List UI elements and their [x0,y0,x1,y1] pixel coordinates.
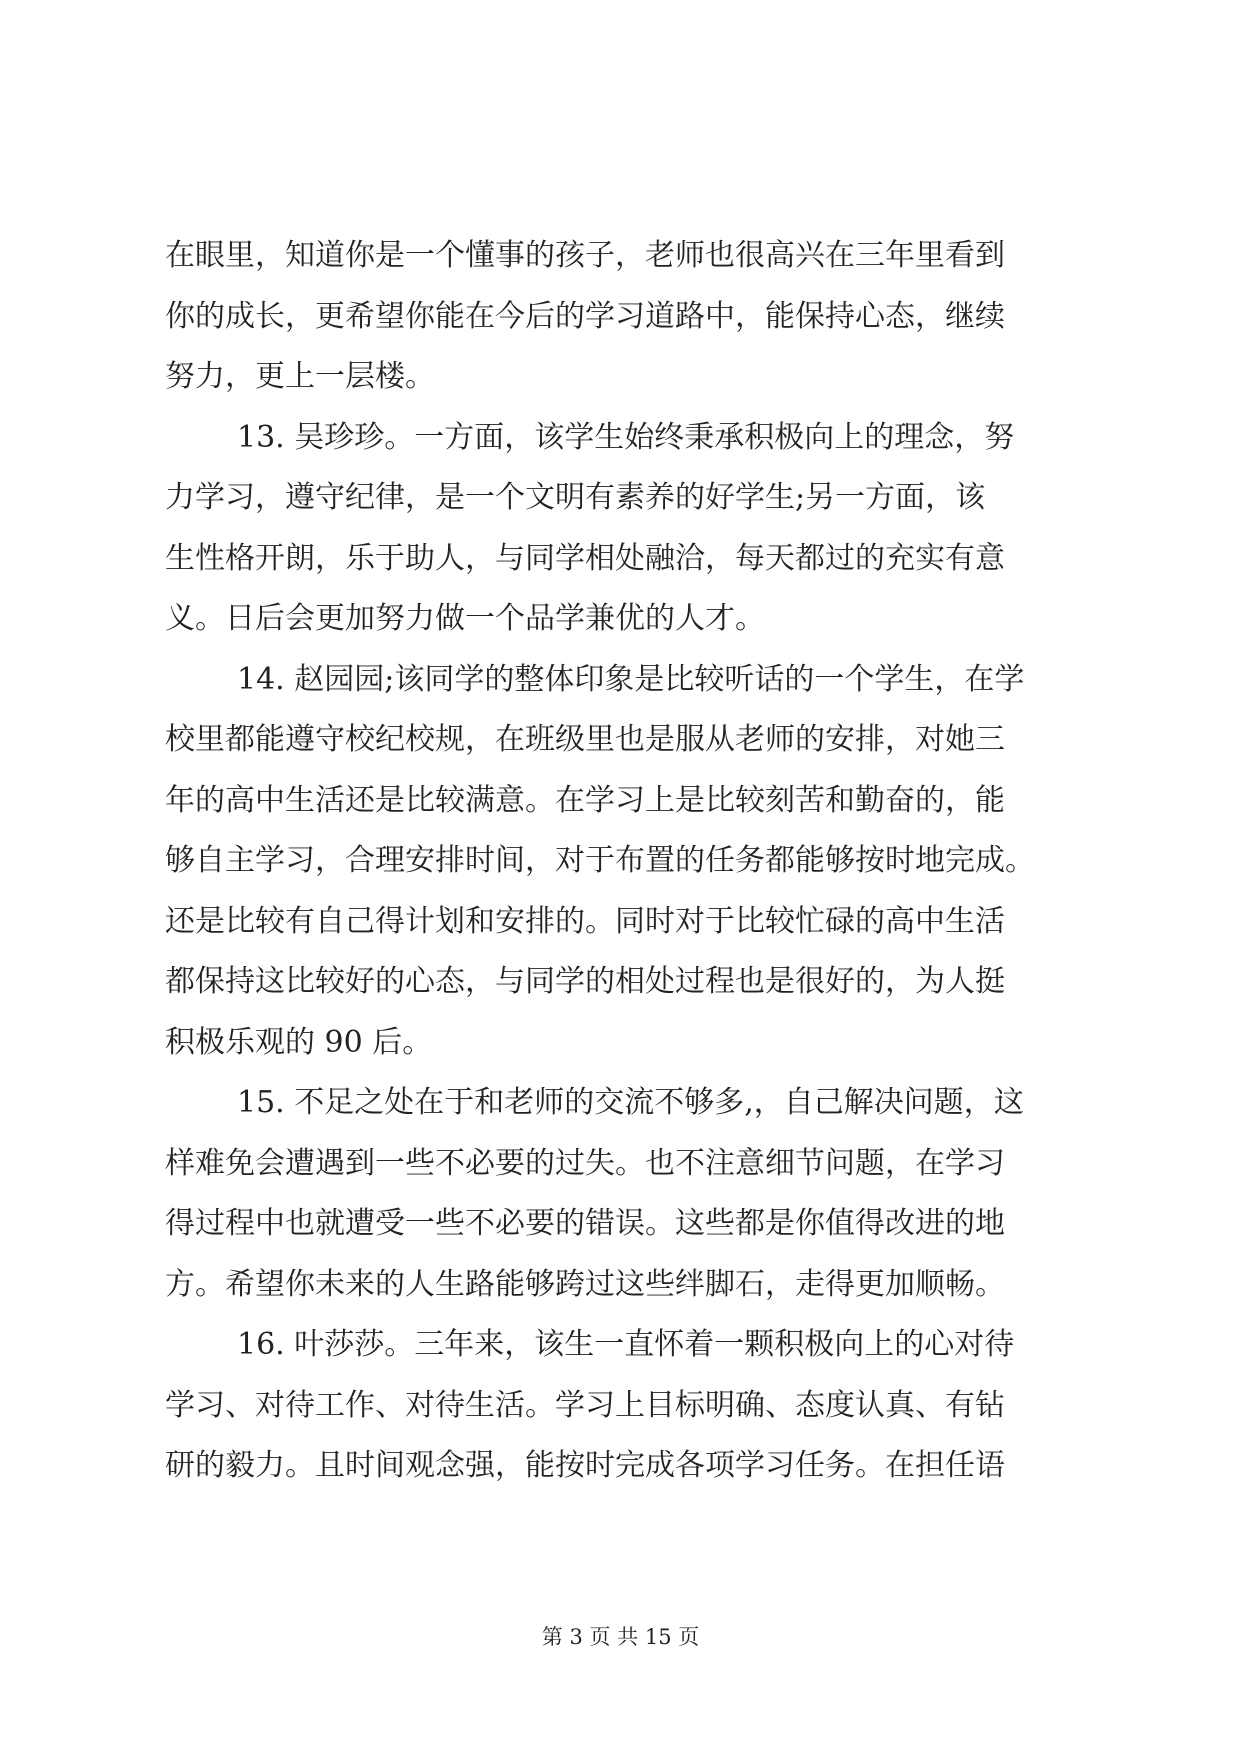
text-line-9: 校里都能遵守校纪校规，在班级里也是服从老师的安排，对她三 [165,722,1005,757]
text-line-2: 你的成长，更希望你能在今后的学习道路中，能保持心态，继续 [165,298,1005,334]
text-line-5: 力学习，遵守纪律，是一个文明有素养的好学生;另一方面，该 [165,480,986,515]
text-line-14: 积极乐观的 90 后。 [165,1024,433,1060]
document-body [165,226,1085,1497]
text-line-13: 都保持这比较好的心态，与同学的相处过程也是很好的，为人挺 [165,964,1005,999]
text-line-4: 13. 吴珍珍。一方面，该学生始终秉承积极向上的理念，努 [237,419,1015,455]
page-footer [0,1624,1241,1650]
text-line-7: 义。日后会更加努力做一个品学兼优的人才。 [165,601,765,636]
page-number-label: 第 3 页 共 15 页 [541,1625,700,1649]
text-line-21: 研的毅力。且时间观念强，能按时完成各项学习任务。在担任语 [165,1448,1005,1483]
text-line-20: 学习、对待工作、对待生活。学习上目标明确、态度认真、有钻 [165,1387,1005,1423]
text-line-8: 14. 赵园园;该同学的整体印象是比较听话的一个学生，在学 [237,661,1025,697]
text-line-18: 方。希望你未来的人生路能够跨过这些绊脚石，走得更加顺畅。 [165,1266,1005,1302]
text-line-15: 15. 不足之处在于和老师的交流不够多,，自己解决问题，这 [237,1085,1024,1120]
text-line-1: 在眼里，知道你是一个懂事的孩子，老师也很高兴在三年里看到 [165,238,1005,273]
text-line-11: 够自主学习，合理安排时间，对于布置的任务都能够按时地完成。 [165,843,1035,878]
text-line-16: 样难免会遭遇到一些不必要的过失。也不注意细节问题，在学习 [165,1145,1005,1181]
text-line-6: 生性格开朗，乐于助人，与同学相处融洽，每天都过的充实有意 [165,540,1005,576]
text-line-12: 还是比较有自己得计划和安排的。同时对于比较忙碌的高中生活 [165,903,1005,939]
text-line-19: 16. 叶莎莎。三年来，该生一直怀着一颗积极向上的心对待 [237,1327,1015,1362]
text-line-3: 努力，更上一层楼。 [165,359,435,394]
text-line-10: 年的高中生活还是比较满意。在学习上是比较刻苦和勤奋的，能 [165,782,1005,818]
text-line-17: 得过程中也就遭受一些不必要的错误。这些都是你值得改进的地 [165,1206,1005,1241]
